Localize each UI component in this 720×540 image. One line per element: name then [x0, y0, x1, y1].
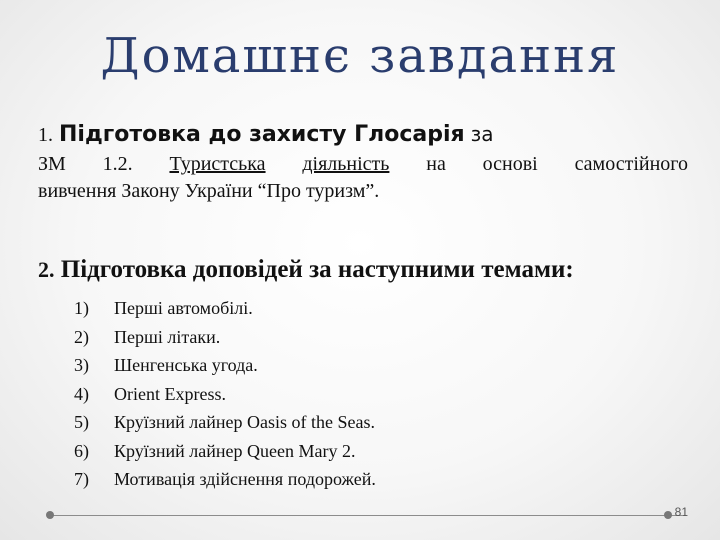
list-item-text: Шенгенська угода.: [114, 355, 258, 375]
list-item-text: Круїзний лайнер Oasis of the Seas.: [114, 412, 375, 432]
homework-item-1: [38, 118, 688, 205]
list-item-text: Перші літаки.: [114, 326, 221, 347]
item-1-word-turystska: Туристська: [169, 153, 266, 175]
list-item-text: Перші автомобілі.: [114, 298, 253, 318]
list-item-number: 3): [74, 355, 89, 375]
item-1-line-2: [38, 151, 688, 178]
list-item-number: 7): [74, 469, 89, 489]
item-1-module-number: 1.2.: [102, 153, 133, 175]
page-title: Домашнє завдання: [100, 28, 620, 84]
list-item: [74, 323, 376, 352]
item-2-heading: Підготовка доповідей за наступними темами:: [60, 256, 574, 283]
homework-item-2: [38, 256, 574, 284]
list-item-number: 2): [74, 326, 89, 347]
topics-list: [74, 294, 376, 494]
list-item: [74, 351, 376, 380]
list-item-number: 6): [74, 440, 89, 461]
item-1-heading-line: [38, 118, 688, 151]
list-item-text: Круїзний лайнер Queen Mary 2.: [114, 440, 356, 461]
item-2-number: 2.: [38, 257, 55, 282]
item-1-za: за: [470, 122, 494, 146]
item-1-zm: ЗМ: [38, 153, 66, 175]
item-1-word-samostiinoho: самостійного: [574, 153, 688, 175]
item-1-number: 1.: [38, 124, 53, 146]
list-item-number: 1): [74, 298, 89, 318]
list-item: [74, 294, 376, 323]
item-1-word-osnovi: основі: [482, 153, 538, 175]
item-1-line-3: вивчення Закону України “Про туризм”.: [38, 180, 380, 202]
list-item-number: 4): [74, 383, 89, 404]
footer-divider: [52, 515, 682, 516]
list-item-number: 5): [74, 412, 89, 432]
item-1-heading: Підготовка до захисту Глосарія: [59, 122, 465, 147]
item-1-word-diialnist: діяльність: [302, 153, 390, 175]
left-dot-icon: [46, 511, 54, 519]
list-item-text: Orient Express.: [114, 383, 226, 404]
page-number: 81: [674, 505, 688, 519]
right-dot-icon: [664, 511, 672, 519]
list-item: [74, 380, 376, 409]
list-item: [74, 408, 376, 437]
list-item: [74, 437, 376, 466]
list-item-text: Мотивація здійснення подорожей.: [114, 469, 376, 489]
list-item: [74, 465, 376, 494]
item-1-word-na: на: [426, 153, 446, 175]
